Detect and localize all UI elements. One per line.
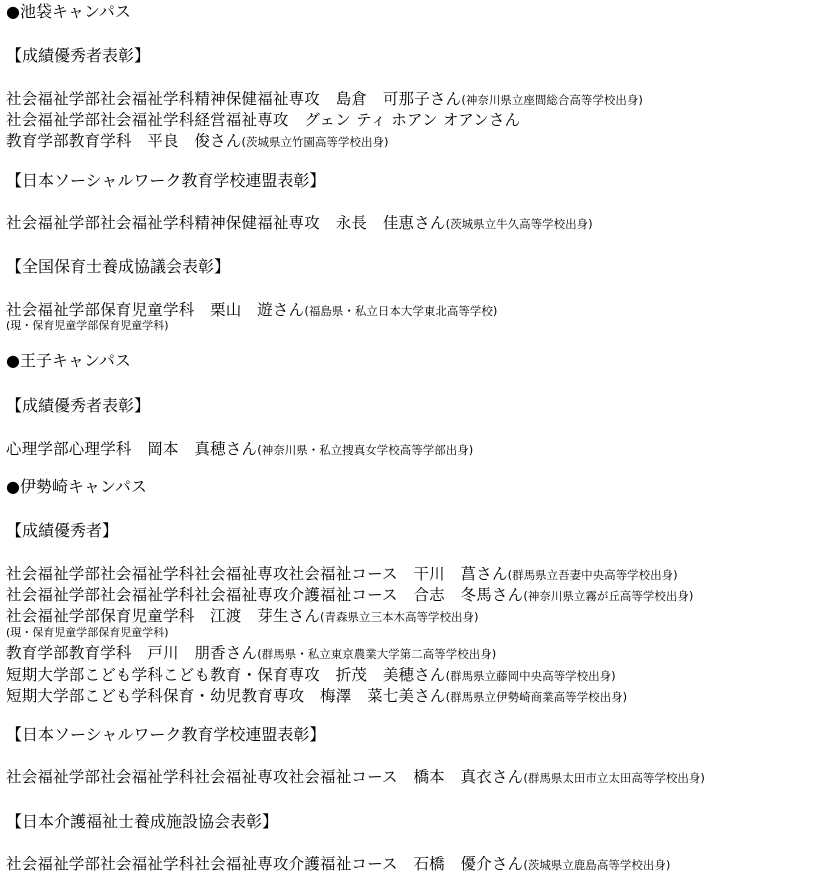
award-entry bbox=[6, 89, 643, 110]
section-heading: 【成績優秀者表彰】 bbox=[6, 46, 151, 65]
entry-origin: (神奈川県立座間総合高等学校出身) bbox=[461, 93, 643, 107]
entry-name: 岡本 真穂 bbox=[147, 440, 226, 458]
entry-name: 折茂 美穂 bbox=[335, 666, 415, 684]
entry-origin: (茨城県立牛久高等学校出身) bbox=[445, 217, 593, 231]
entry-suffix: さん bbox=[414, 666, 446, 684]
entry-origin: (神奈川県・私立捜真女学校高等学部出身) bbox=[257, 443, 474, 457]
entry-name: 橋本 真衣 bbox=[413, 768, 492, 786]
entry-name: 江渡 芽生 bbox=[210, 607, 289, 625]
entry-origin: (茨城県立竹園高等学校出身) bbox=[241, 135, 389, 149]
award-entry bbox=[6, 643, 496, 664]
entry-suffix: さん bbox=[272, 301, 305, 319]
entry-dept: 社会福祉学部保育児童学科 bbox=[6, 301, 195, 319]
entry-name: 石橋 優介 bbox=[413, 855, 492, 873]
entry-dept: 社会福祉学部社会福祉学科精神保健福祉専攻 bbox=[6, 214, 321, 232]
entry-origin: (茨城県立鹿島高等学校出身) bbox=[523, 858, 671, 872]
entry-note: (現・保育児童学部保育児童学科) bbox=[6, 626, 169, 639]
entry-origin: (群馬県立伊勢崎商業高等学校出身) bbox=[445, 690, 628, 704]
award-entry bbox=[6, 439, 473, 460]
entry-origin: (群馬県立藤岡中央高等学校出身) bbox=[445, 669, 616, 683]
award-entry bbox=[6, 131, 389, 152]
entry-name: 栗山 遊 bbox=[210, 301, 273, 319]
award-entry bbox=[6, 854, 670, 875]
entry-suffix: さん bbox=[476, 565, 508, 583]
award-entry bbox=[6, 686, 627, 707]
entry-dept: 短期大学部こども学科こども教育・保育専攻 bbox=[6, 666, 321, 684]
entry-origin: (群馬県太田市立太田高等学校出身) bbox=[523, 771, 705, 785]
campus-title: ●池袋キャンパス bbox=[6, 2, 131, 21]
entry-dept: 心理学部心理学科 bbox=[6, 440, 132, 458]
entry-dept: 社会福祉学部社会福祉学科経営福祉専攻 bbox=[6, 111, 289, 129]
entry-name: 戸川 朋香 bbox=[147, 644, 226, 662]
entry-name: 島倉 可那子 bbox=[335, 90, 430, 108]
entry-suffix: さん bbox=[288, 607, 321, 625]
award-entry bbox=[6, 110, 520, 131]
entry-dept: 社会福祉学部社会福祉学科社会福祉専攻社会福祉コース bbox=[6, 565, 398, 583]
entry-name: 干川 菖 bbox=[413, 565, 477, 583]
entry-suffix: さん bbox=[488, 111, 521, 129]
entry-suffix: さん bbox=[210, 132, 242, 150]
campus-title: ●伊勢崎キャンパス bbox=[6, 477, 147, 496]
entry-suffix: さん bbox=[225, 440, 258, 458]
award-entry bbox=[6, 564, 678, 585]
section-heading: 【日本ソーシャルワーク教育学校連盟表彰】 bbox=[6, 725, 326, 744]
section-heading: 【成績優秀者】 bbox=[6, 521, 119, 540]
section-heading: 【全国保育士養成協議会表彰】 bbox=[6, 257, 231, 276]
entry-suffix: さん bbox=[414, 214, 446, 232]
entry-dept: 社会福祉学部社会福祉学科精神保健福祉専攻 bbox=[6, 90, 321, 108]
award-entry bbox=[6, 606, 479, 627]
entry-suffix: さん bbox=[491, 586, 524, 604]
entry-suffix: さん bbox=[429, 90, 462, 108]
entry-dept: 短期大学部こども学科保育・幼児教育専攻 bbox=[6, 687, 305, 705]
entry-name: 平良 俊 bbox=[147, 132, 211, 150]
entry-dept: 教育学部教育学科 bbox=[6, 644, 132, 662]
entry-origin: (神奈川県立霧が丘高等学校出身) bbox=[523, 589, 694, 603]
award-entry bbox=[6, 665, 616, 686]
entry-note: (現・保育児童学部保育児童学科) bbox=[6, 319, 169, 332]
entry-dept: 教育学部教育学科 bbox=[6, 132, 132, 150]
campus-title: ●王子キャンパス bbox=[6, 351, 131, 370]
entry-origin: (群馬県立吾妻中央高等学校出身) bbox=[507, 568, 678, 582]
entry-name: グェン ティ ホアン オアン bbox=[304, 111, 489, 129]
entry-name: 合志 冬馬 bbox=[413, 586, 492, 604]
award-entry bbox=[6, 213, 593, 234]
entry-name: 梅澤 菜七美 bbox=[320, 687, 415, 705]
entry-dept: 社会福祉学部社会福祉学科社会福祉専攻介護福祉コース bbox=[6, 586, 398, 604]
entry-suffix: さん bbox=[491, 855, 524, 873]
section-heading: 【日本ソーシャルワーク教育学校連盟表彰】 bbox=[6, 171, 326, 190]
entry-suffix: さん bbox=[491, 768, 524, 786]
entry-origin: (福島県・私立日本大学東北高等学校) bbox=[304, 304, 498, 318]
entry-name: 永長 佳恵 bbox=[335, 214, 415, 232]
entry-origin: (青森県立三本木高等学校出身) bbox=[320, 610, 479, 624]
entry-suffix: さん bbox=[414, 687, 446, 705]
entry-dept: 社会福祉学部社会福祉学科社会福祉専攻社会福祉コース bbox=[6, 768, 398, 786]
section-heading: 【成績優秀者表彰】 bbox=[6, 396, 151, 415]
award-entry bbox=[6, 767, 705, 788]
entry-dept: 社会福祉学部社会福祉学科社会福祉専攻介護福祉コース bbox=[6, 855, 398, 873]
award-entry bbox=[6, 300, 497, 321]
entry-dept: 社会福祉学部保育児童学科 bbox=[6, 607, 195, 625]
section-heading: 【日本介護福祉士養成施設協会表彰】 bbox=[6, 812, 279, 831]
entry-origin: (群馬県・私立東京農業大学第二高等学校出身) bbox=[257, 647, 497, 661]
entry-suffix: さん bbox=[225, 644, 258, 662]
award-entry bbox=[6, 585, 693, 606]
